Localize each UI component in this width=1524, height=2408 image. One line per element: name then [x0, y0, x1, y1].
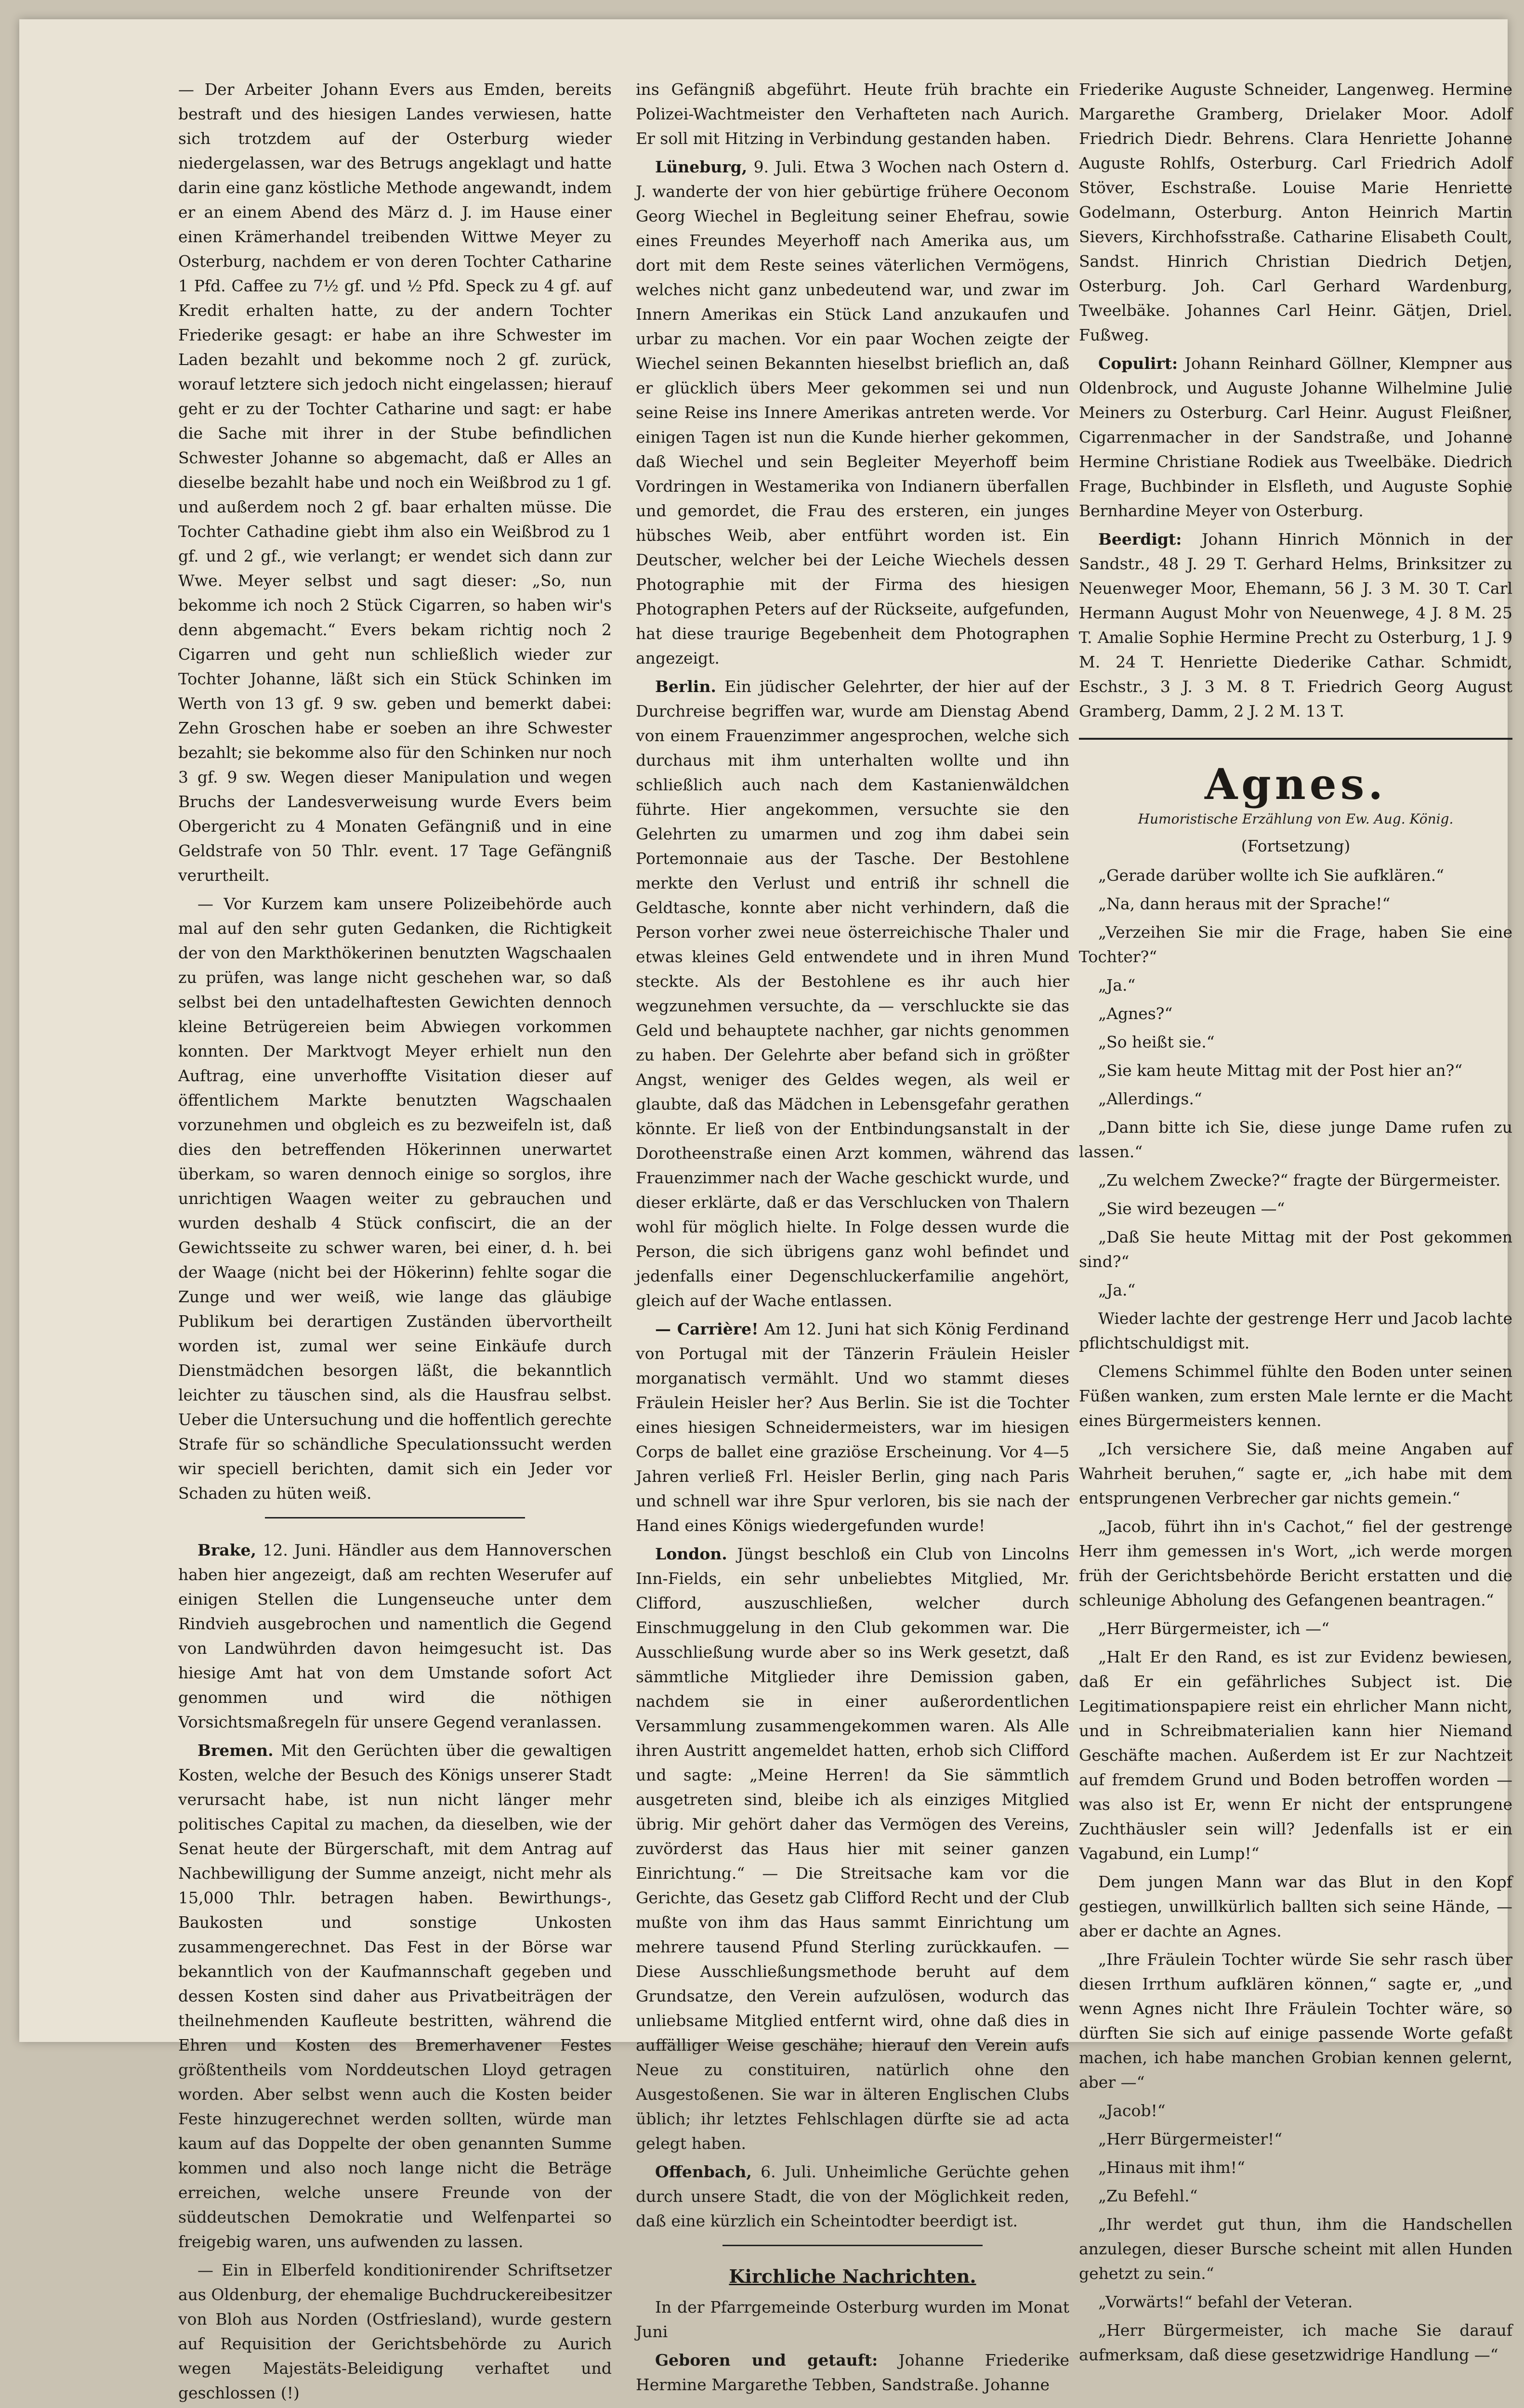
story-paragraph: „Sie kam heute Mittag mit der Post hier an?“ [1098, 1061, 1463, 1080]
story-paragraph: „Jacob, führt ihn in's Cachot,“ fiel der gestrenge Herr ihm gemessen in's Wort, „ich werde morgen früh der Gerichtsbehörde Bericht erstatten und die schleunige Abholung des Gefangenen beantragen.“ [1079, 1517, 1512, 1610]
headline-carriere: — Carrière! [655, 1320, 759, 1338]
story-paragraph: „Vorwärts!“ befahl der Veteran. [1098, 2292, 1353, 2311]
article-bremen [178, 1738, 612, 2254]
article-lueneburg-text: 9. Juli. Etwa 3 Wochen nach Ostern d. J. wanderte der von hier gebürtige frühere Oeconom Georg Wiechel in Begleitung seiner Ehefrau, sowie eines Freundes Meyerhoff nach Amerika aus, um dort mit dem Reste seines väterlichen Vermögens, welches nicht ganz unbedeutend war, und zwar im Innern Amerikas ein Stück Land anzukaufen und urbar zu machen. Vor ein paar Wochen zeigte der Wiechel seinen Bekannten hieselbst brieflich an, daß er glücklich übers Meer gekommen sei und nun seine Reise ins Innere Amerikas antreten werde. Vor einigen Tagen ist nun die Kunde hierher gekommen, daß Wiechel und sein Begleiter Meyerhoff beim Vordringen in Westamerika von Indianern überfallen und gemordet, die Frau des ersteren, ein junges hübsches Weib, aber entführt worden ist. Ein Deutscher, welcher bei der Leiche Wiechels dessen Photographie mit der Firma des hiesigen Photographen Peters auf der Rückseite, aufgefunden, hat diese traurige Begebenheit dem Photographen angezeigt. [636, 157, 1069, 667]
church-buried [1079, 527, 1512, 723]
story-paragraph: „Halt Er den Rand, es ist zur Evidenz bewiesen, daß Er ein gefährliches Subject ist. Die Legitimationspapiere reist ein ehrlicher Mann nicht, und in Schreibmaterialien kann hier Niemand Geschäfte machen. Außerdem ist Er zur Nachtzeit auf fremdem Grund und Boden betroffen worden — was also ist Er, wenn Er nicht der entsprungene Zuchthäusler sein will? Jedenfalls ist er ein Vagabund, ein Lump!“ [1079, 1648, 1512, 1863]
story-paragraph: „Jacob!“ [1098, 2101, 1166, 2120]
column-right [1079, 77, 1512, 2371]
church-born-cont: Friederike Auguste Schneider, Langenweg. Hermine Margarethe Gramberg, Drielaker Moor. Adolf Friedrich Diedr. Behrens. Clara Henriette Johanne Auguste Rohlfs, Osterburg. Carl Friedrich Adolf Stöver, Eschstraße. Louise Marie Henriette Godelmann, Osterburg. Anton Heinrich Martin Sievers, Kirchhofsstraße. Catharine Elisabeth Coult, Sandst. Hinrich Christian Diedrich Detjen, Osterburg. Joh. Carl Gerhard Wardenburg, Tweelbäke. Johannes Carl Heinr. Gätjen, Driel. Fußweg. [1079, 80, 1512, 344]
article-berlin [636, 674, 1069, 1313]
dateline-berlin: Berlin. [655, 677, 716, 696]
article-aurich-cont: ins Gefängniß abgeführt. Heute früh brachte ein Polizei-Wachtmeister den Verhafteten nach Aurich. Er soll mit Hitzing in Verbindung gestanden haben. [636, 80, 1069, 148]
story-paragraph: „Allerdings.“ [1098, 1089, 1202, 1108]
story-paragraph: „Na, dann heraus mit der Sprache!“ [1098, 894, 1391, 913]
church-news-heading: Kirchliche Nachrichten. [729, 2265, 976, 2287]
article-brake-text: 12. Juni. Händler aus dem Hannoverschen haben hier angezeigt, daß am rechten Weserufer auf einigen Stellen die Lungenseuche unter dem Rindvieh ausgebrochen und namentlich die Gegend von Landwührden davon heimgesucht ist. Das hiesige Amt hat von dem Umstande sofort Act genommen und wird die nöthigen Vorsichtsmaßregeln für unsere Gegend veranlassen. [178, 1541, 612, 1731]
story-continuation: (Fortsetzung) [1241, 837, 1351, 855]
article-bremen-text: Mit den Gerüchten über die gewaltigen Kosten, welche der Besuch des Königs unserer Stadt verursacht habe, ist nun nicht länger mehr politisches Capital zu machen, da dieselben, wie der Senat heute der Bürgerschaft, mit dem Antrag auf Nachbewilligung der Summe anzeigt, nicht mehr als 15,000 Thlr. betragen haben. Bewirthungs-, Baukosten und sonstige Unkosten zusammengerechnet. Das Fest in der Börse war bekanntlich von der Kaufmannschaft gegeben und dessen Kosten sind daher aus Privatbeiträgen der theilnehmenden Kaufleute bestritten, während die Ehren und Kosten des Bremerhavener Festes größtentheils vom Norddeutschen Lloyd getragen worden. Aber selbst wenn auch die Kosten beider Feste hinzugerechnet werden sollten, würde man kaum auf das Doppelte der oben genannten Summe kommen und also noch lange nicht die Beträge erreichen, welche unsere Freunde von der süddeutschen Demokratie und Welfenpartei so freigebig waren, uns aufwenden zu lassen. [178, 1741, 612, 2251]
story-paragraph: „Ja.“ [1098, 976, 1136, 995]
story-paragraph: „Sie wird bezeugen —“ [1098, 1199, 1285, 1218]
story-paragraph: „Ihre Fräulein Tochter würde Sie sehr rasch über diesen Irrthum aufklären können,“ sagte er, „und wenn Agnes nicht Ihre Fräulein Tochter wäre, so dürften Sie sich auf einige passende Worte gefaßt machen, ich habe manchen Grobian kennen gelernt, aber —“ [1079, 1950, 1512, 2092]
dateline-bremen: Bremen. [197, 1741, 274, 1760]
article-market-scales: — Vor Kurzem kam unsere Polizeibehörde auch mal auf den sehr guten Gedanken, die Richtigkeit der von den Markthökerinen benutzten Wagschaalen zu prüfen, was lange nicht geschehen war, so daß selbst bei den untadelhaftesten Gewichten dennoch kleine Betrügereien beim Abwiegen vorkommen konnten. Der Marktvogt Meyer erhielt nun den Auftrag, eine unverhoffte Visitation dieser auf öffentlichem Markte benutzten Wagschaalen vorzunehmen und obgleich es zu bezweifeln ist, daß dies den betreffenden Hökerinnen unerwartet überkam, so waren dennoch einige so sorglos, ihre unrichtigen Waagen weiter zu gebrauchen und wurden deshalb 4 Stück confiscirt, die an der Gewichtsseite zu schwer waren, bei einer, d. h. bei der Waage (nicht bei der Hökerinn) fehlte sogar die Zunge und wer weiß, wie lange das gläubige Publikum bei derartigen Zuständen übervortheilt worden ist, zumal wer seine Einkäufe durch Dienstmädchen besorgen läßt, die bekanntlich leichter zu täuschen sind, als die Hausfrau selbst. Ueber die Untersuchung und die hoffentlich gerechte Strafe für so schändliche Speculationssucht werden wir speciell berichten, damit sich ein Jeder vor Schaden zu hüten weiß. [178, 894, 612, 1503]
feuilleton-divider [1079, 738, 1512, 740]
story-paragraph: „Zu Befehl.“ [1098, 2186, 1198, 2205]
story-body [1079, 863, 1512, 2367]
story-paragraph: „Herr Bürgermeister!“ [1098, 2130, 1283, 2148]
story-paragraph: „Herr Bürgermeister, ich —“ [1098, 1619, 1330, 1638]
article-carriere-text: Am 12. Juni hat sich König Ferdinand von Portugal mit der Tänzerin Fräulein Heisler morganatisch vermählt. Und wo stammt dieses Fräulein Heisler her? Aus Berlin. Sie ist die Tochter eines hiesigen Schneidermeisters, war im hiesigen Corps de ballet eine graziöse Erscheinung. Vor 4—5 Jahren verließ Frl. Heisler Berlin, ging nach Paris und schnell war ihre Spur verloren, bis sie nach der Hand eines Königs wiedergefunden wurde! [636, 1320, 1069, 1535]
article-offenbach [636, 2159, 1069, 2233]
dateline-brake: Brake, [197, 1541, 257, 1559]
story-subtitle: Humoristische Erzählung von Ew. Aug. König. [1138, 811, 1454, 827]
church-buried-heading: Beerdigt: [1098, 530, 1182, 549]
article-carriere [636, 1317, 1069, 1538]
article-london [636, 1542, 1069, 2156]
story-title: Agnes. [1205, 759, 1387, 809]
article-offenbach-text: 6. Juli. Unheimliche Gerüchte gehen durch unsere Stadt, die von der Möglichkeit reden, daß eine kürzlich ein Scheintodter beerdigt ist. [636, 2162, 1069, 2230]
dateline-offenbach: Offenbach, [655, 2162, 752, 2181]
church-born-heading: Geboren und getauft: [655, 2351, 878, 2369]
story-paragraph: „Agnes?“ [1098, 1004, 1173, 1023]
story-paragraph: „Daß Sie heute Mittag mit der Post gekommen sind?“ [1079, 1228, 1512, 1271]
story-paragraph: „Dann bitte ich Sie, diese junge Dame rufen zu lassen.“ [1079, 1118, 1512, 1161]
dateline-lueneburg: Lüneburg, [655, 157, 748, 176]
article-elberfeld: — Ein in Elberfeld konditionirender Schriftsetzer aus Oldenburg, der ehemalige Buchdruckereibesitzer von Bloh aus Norden (Ostfriesland), wurde gestern auf Requisition der Gerichtsbehörde zu Aurich wegen Majestäts-Beleidigung verhaftet und geschlossen (!) [178, 2261, 612, 2402]
story-paragraph: Dem jungen Mann war das Blut in den Kopf gestiegen, unwillkürlich ballten sich seine Hände, — aber er dachte an Agnes. [1079, 1872, 1512, 1940]
article-evers: — Der Arbeiter Johann Evers aus Emden, bereits bestraft und des hiesigen Landes verwiesen, hatte sich trotzdem auf der Osterburg wieder niedergelassen, war des Betrugs angeklagt und hatte darin eine ganz köstliche Methode angewandt, indem er an einem Abend des März d. J. im Hause einer einen Krämerhandel treibenden Wittwe Meyer zu Osterburg, nachdem er von deren Tochter Catharine 1 Pfd. Caffee zu 7½ gf. und ½ Pfd. Speck zu 4 gf. auf Kredit erhalten hatte, zu der andern Tochter Friederike gesagt: er habe an ihre Schwester im Laden bezahlt und bekomme noch 2 gf. zurück, worauf letztere sich jedoch nicht eingelassen; hierauf geht er zu der Tochter Catharine und sagt: er habe die Sache mit ihrer in der Stube befindlichen Schwester Johanne so abgemacht, daß er Alles an dieselbe bezahlt habe und noch ein Weißbrod zu 1 gf. und außerdem noch 2 gf. baar erhalten müsse. Die Tochter Cathadine giebt ihm also ein Weißbrod zu 1 gf. und 2 gf., wie verlangt; er wendet sich dann zur Wwe. Meyer selbst und sagt dieser: „So, nun bekomme ich noch 2 Stück Cigarren, so haben wir's denn abgemacht.“ Evers bekam richtig noch 2 Cigarren und geht nun schließlich wieder zur Tochter Johanne, läßt sich ein Stück Schinken im Werth von 13 gf. 9 sw. geben und bemerkt dabei: Zehn Groschen habe er soeben an ihre Schwester bezahlt; sie bekomme also für den Schinken nur noch 3 gf. 9 sw. Wegen dieser Manipulation und wegen Bruchs der Landesverweisung wurde Evers beim Obergericht zu 4 Monaten Gefängniß und in eine Geldstrafe von 50 Thlr. event. 17 Tage Gefängniß verurtheilt. [178, 80, 612, 885]
story-paragraph: „Hinaus mit ihm!“ [1098, 2158, 1245, 2177]
article-london-text: Jüngst beschloß ein Club von Lincolns Inn-Fields, ein sehr unbeliebtes Mitglied, Mr. Clifford, auszuschließen, welcher durch Einschmuggelung in den Club gekommen war. Die Ausschließung wurde aber so ins Werk gesetzt, daß sämmtliche Mitglieder ihre Demission gaben, nachdem sie in einer außerordentlichen Versammlung zusammengekommen waren. Als Alle ihren Austritt angemeldet hatten, erhob sich Clifford und sagte: „Meine Herren! da Sie sämmtlich ausgetreten sind, bleibe ich als einziges Mitglied übrig. Mir gehört daher das Vermögen des Vereins, zuvörderst das Haus hier mit seiner ganzen Einrichtung.“ — Die Streitsache kam vor die Gerichte, das Gesetz gab Clifford Recht und der Club mußte von ihm das Haus sammt Einrichtung um mehrere tausend Pfund Sterling zurückkaufen. — Diese Ausschließungsmethode beruht auf dem Grundsatze, den Verein aufzulösen, wodurch das unliebsame Mitglied entfernt wird, ohne daß dies in auffälliger Weise geschähe; hierauf den Verein aufs Neue zu constituiren, natürlich ohne den Ausgestoßenen. Sie war in älteren Englischen Clubs üblich; ihr letztes Fehlschlagen dürfte sie ad acta gelegt haben. [636, 1544, 1069, 2153]
story-paragraph: „So heißt sie.“ [1098, 1033, 1215, 1051]
story-paragraph: Clemens Schimmel fühlte den Boden unter seinen Füßen wanken, zum ersten Male lernte er die Macht eines Bürgermeisters kennen. [1079, 1362, 1512, 1430]
church-married-heading: Copulirt: [1098, 354, 1178, 373]
church-born [636, 2348, 1069, 2397]
story-paragraph: „Gerade darüber wollte ich Sie aufklären.“ [1098, 866, 1445, 885]
dateline-london: London. [655, 1544, 727, 1563]
story-paragraph: „Verzeihen Sie mir die Frage, haben Sie eine Tochter?“ [1079, 923, 1512, 966]
divider [723, 2245, 983, 2246]
church-buried-text: Johann Hinrich Mönnich in der Sandstr., 48 J. 29 T. Gerhard Helms, Brinksitzer zu Neuenweger Moor, Ehemann, 56 J. 3 M. 30 T. Carl Hermann August Mohr von Neuenwege, 4 J. 8 M. 25 T. Amalie Sophie Hermine Precht zu Osterburg, 1 J. 9 M. 24 T. Henriette Diederike Cathar. Schmidt, Eschstr., 3 J. 3 M. 8 T. Friedrich Georg August Gramberg, Damm, 2 J. 2 M. 13 T. [1079, 530, 1512, 720]
article-brake [178, 1538, 612, 1734]
church-born-text: Johanne Friederike Hermine Margarethe Tebben, Sandstraße. Johanne [636, 2351, 1069, 2394]
story-paragraph: „Zu welchem Zwecke?“ fragte der Bürgermeister. [1098, 1171, 1501, 1190]
newspaper-page [19, 19, 1512, 2402]
column-left [178, 77, 612, 2408]
divider [265, 1517, 525, 1518]
story-paragraph: „Ich versichere Sie, daß meine Angaben auf Wahrheit beruhen,“ sagte er, „ich habe mit dem entsprungenen Verbrecher gar nichts gemein.“ [1079, 1440, 1512, 1507]
story-paragraph: Wieder lachte der gestrenge Herr und Jacob lachte pflichtschuldigst mit. [1079, 1309, 1512, 1352]
story-paragraph: „Ihr werdet gut thun, ihm die Handschellen anzulegen, dieser Bursche scheint mit allen Hunden gehetzt zu sein.“ [1079, 2215, 1512, 2283]
article-berlin-text: Ein jüdischer Gelehrter, der hier auf der Durchreise begriffen war, wurde am Dienstag Abend von einem Frauenzimmer angesprochen, welche sich durchaus mit ihm unterhalten wollte und ihn schließlich auch nach dem Kastanienwäldchen führte. Hier angekommen, versuchte sie den Gelehrten zu umarmen und zog ihm dabei sein Portemonnaie aus der Tasche. Der Bestohlene merkte den Verlust und entriß ihr schnell die Geldtasche, konnte aber nicht verhindern, daß die Person vorher zwei neue österreichische Thaler und etwas kleines Geld entwendete und in ihren Mund steckte. Als der Bestohlene es ihr auch hier wegzunehmen versuchte, da — verschluckte sie das Geld und behauptete nachher, gar nichts genommen zu haben. Der Gelehrte aber befand sich in größter Angst, weniger des Geldes wegen, als weil er glaubte, daß das Mädchen in Lebensgefahr gerathen könnte. Er ließ von der Entbindungsanstalt in der Dorotheenstraße einen Arzt kommen, während das Frauenzimmer nach der Wache geschickt wurde, und dieser erklärte, daß er das Verschlucken von Thalern wohl für möglich hielte. In Folge dessen wurde die Person, die sich übrigens ganz wohl befindet und jedenfalls einer Degenschluckerfamilie angehört, gleich auf der Wache entlassen. [636, 677, 1069, 1310]
story-paragraph: „Ja.“ [1098, 1281, 1136, 1299]
story-paragraph: „Herr Bürgermeister, ich mache Sie darauf aufmerksam, daß diese gesetzwidrige Handlung —“ [1079, 2321, 1512, 2364]
church-married [1079, 351, 1512, 523]
article-lueneburg [636, 155, 1069, 670]
church-married-text: Johann Reinhard Göllner, Klempner aus Oldenbrock, und Auguste Johanne Wilhelmine Julie Meiners zu Osterburg. Carl Heinr. August Fleißner, Cigarrenmacher in der Sandstraße, und Johanne Hermine Christiane Rodiek aus Tweelbäke. Diedrich Frage, Buchbinder in Elsfleth, und Auguste Sophie Bernhardine Meyer von Osterburg. [1079, 354, 1512, 520]
church-news-intro: In der Pfarrgemeinde Osterburg wurden im Monat Juni [636, 2298, 1069, 2341]
column-middle [636, 77, 1069, 2401]
